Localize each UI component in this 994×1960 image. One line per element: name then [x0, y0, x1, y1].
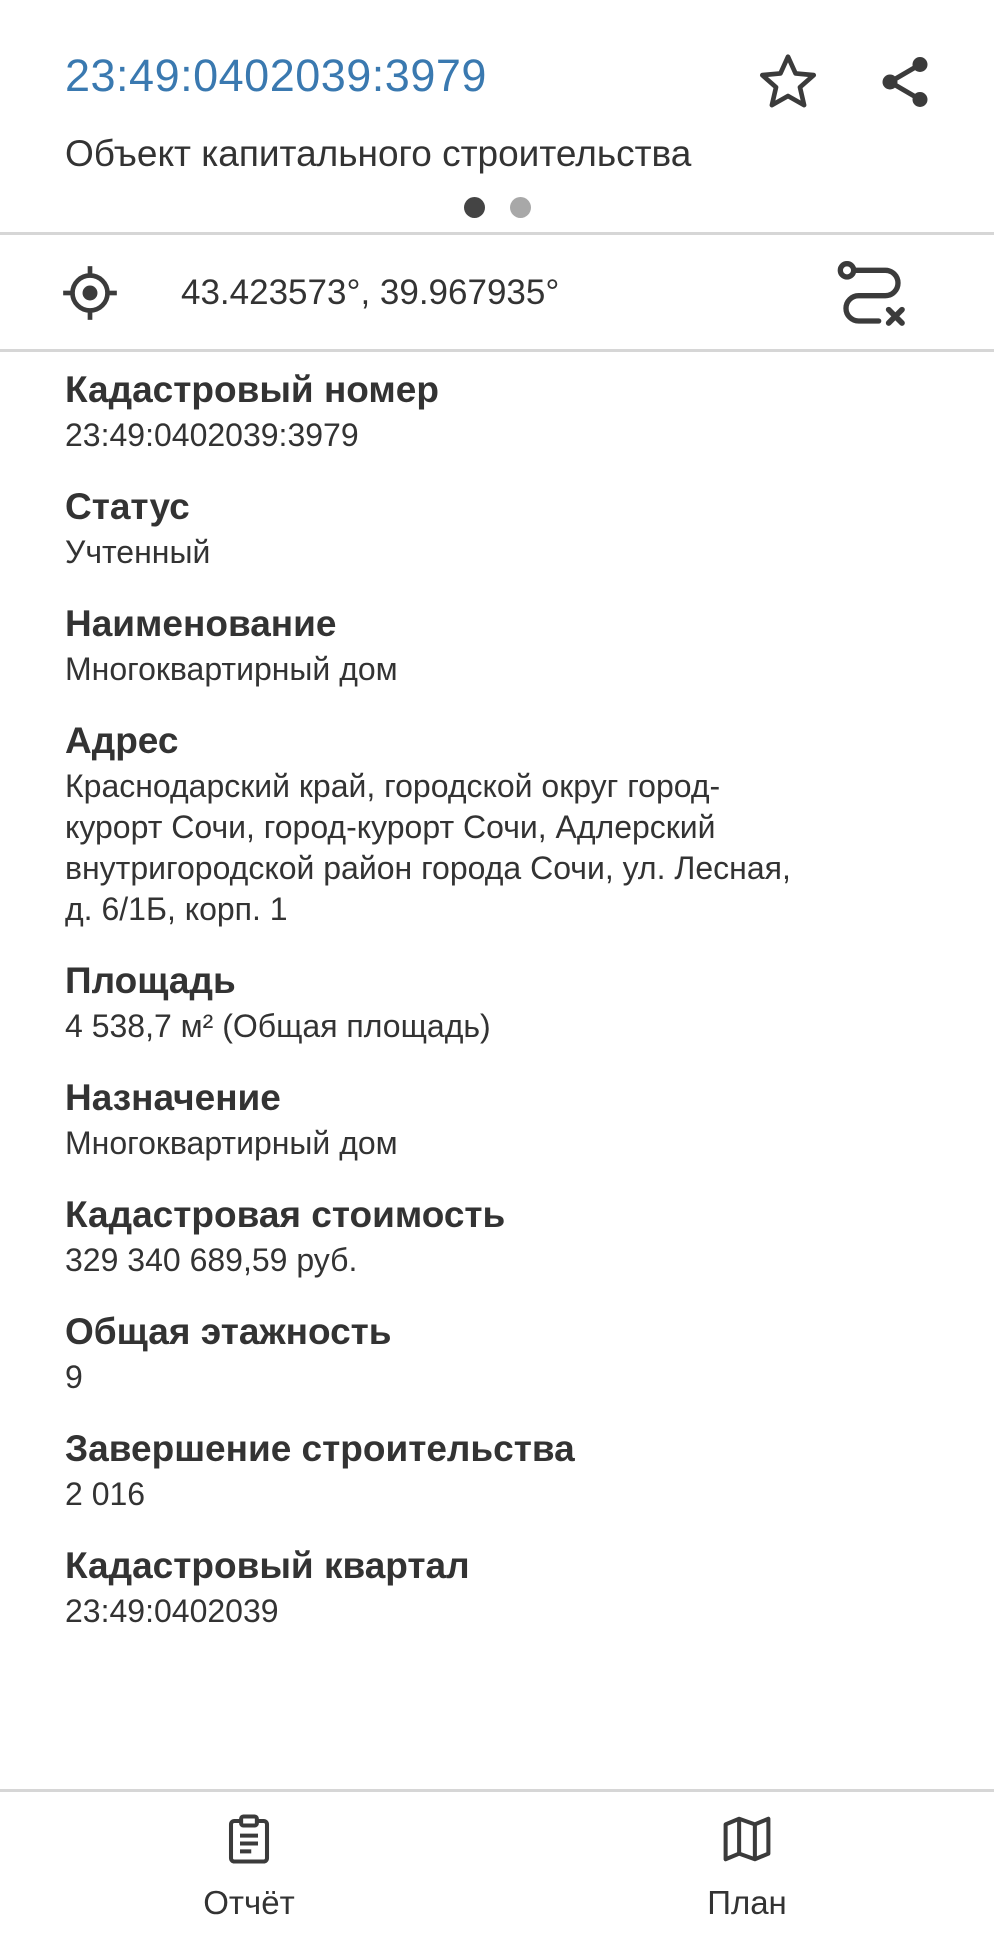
plan-tab-label: План — [707, 1884, 787, 1921]
property-completion-year — [65, 1424, 945, 1515]
property-value-line: внутригородской район города Сочи, ул. Лесная, — [65, 850, 791, 886]
property-purpose — [65, 1073, 945, 1164]
property-address — [65, 716, 945, 930]
property-cadastral-value — [65, 1190, 945, 1281]
property-status — [65, 482, 945, 573]
report-tab[interactable] — [149, 1812, 349, 1952]
coordinates-divider — [0, 349, 994, 352]
pager-dot-inactive[interactable] — [510, 197, 531, 218]
favorite-button[interactable] — [748, 42, 828, 122]
property-value-line: Краснодарский край, городской округ город- — [65, 768, 721, 804]
coordinates-text[interactable]: 43.423573°, 39.967935° — [181, 273, 560, 312]
header — [0, 0, 994, 235]
property-label: Кадастровый квартал — [65, 1545, 470, 1586]
property-value-line: курорт Сочи, город-курорт Сочи, Адлерский — [65, 809, 716, 845]
property-label: Наименование — [65, 603, 337, 644]
share-icon — [875, 52, 935, 112]
property-value: 4 538,7 м² (Общая площадь) — [65, 1008, 491, 1044]
property-name — [65, 599, 945, 690]
property-label: Кадастровая стоимость — [65, 1194, 506, 1235]
bottom-navigation — [0, 1789, 994, 1960]
clipboard-icon — [222, 1812, 276, 1866]
property-label: Общая этажность — [65, 1311, 392, 1352]
coordinates-row — [0, 237, 994, 351]
property-value: Учтенный — [65, 534, 211, 570]
property-value[interactable]: 23:49:0402039 — [65, 1593, 279, 1629]
property-label: Адрес — [65, 720, 179, 761]
property-value: Многоквартирный дом — [65, 1125, 398, 1161]
cadastral-number-title[interactable]: 23:49:0402039:3979 — [65, 50, 487, 101]
property-value-line: д. 6/1Б, корп. 1 — [65, 891, 288, 927]
pager-dot-active[interactable] — [464, 197, 485, 218]
property-floors — [65, 1307, 945, 1398]
property-label: Кадастровый номер — [65, 369, 439, 410]
property-list — [65, 365, 945, 1658]
property-value: Многоквартирный дом — [65, 651, 398, 687]
star-icon — [755, 49, 821, 115]
property-cadastral-quarter — [65, 1541, 945, 1632]
property-label: Назначение — [65, 1077, 281, 1118]
share-button[interactable] — [865, 42, 945, 122]
crosshair-icon[interactable] — [62, 265, 118, 321]
property-label: Площадь — [65, 960, 236, 1001]
plan-tab[interactable] — [647, 1812, 847, 1952]
object-type-subtitle: Объект капитального строительства — [65, 133, 692, 174]
report-tab-label: Отчёт — [203, 1884, 295, 1921]
header-divider — [0, 232, 994, 235]
property-value: 9 — [65, 1359, 83, 1395]
map-icon — [720, 1812, 774, 1866]
property-value: 329 340 689,59 руб. — [65, 1242, 358, 1278]
property-label: Статус — [65, 486, 190, 527]
property-value[interactable]: 23:49:0402039:3979 — [65, 417, 359, 453]
pager-dots — [0, 197, 994, 221]
property-cadastral-number — [65, 365, 945, 456]
property-label: Завершение строительства — [65, 1428, 575, 1469]
route-clear-icon[interactable] — [832, 257, 912, 337]
property-value: 2 016 — [65, 1476, 146, 1512]
property-area — [65, 956, 945, 1047]
